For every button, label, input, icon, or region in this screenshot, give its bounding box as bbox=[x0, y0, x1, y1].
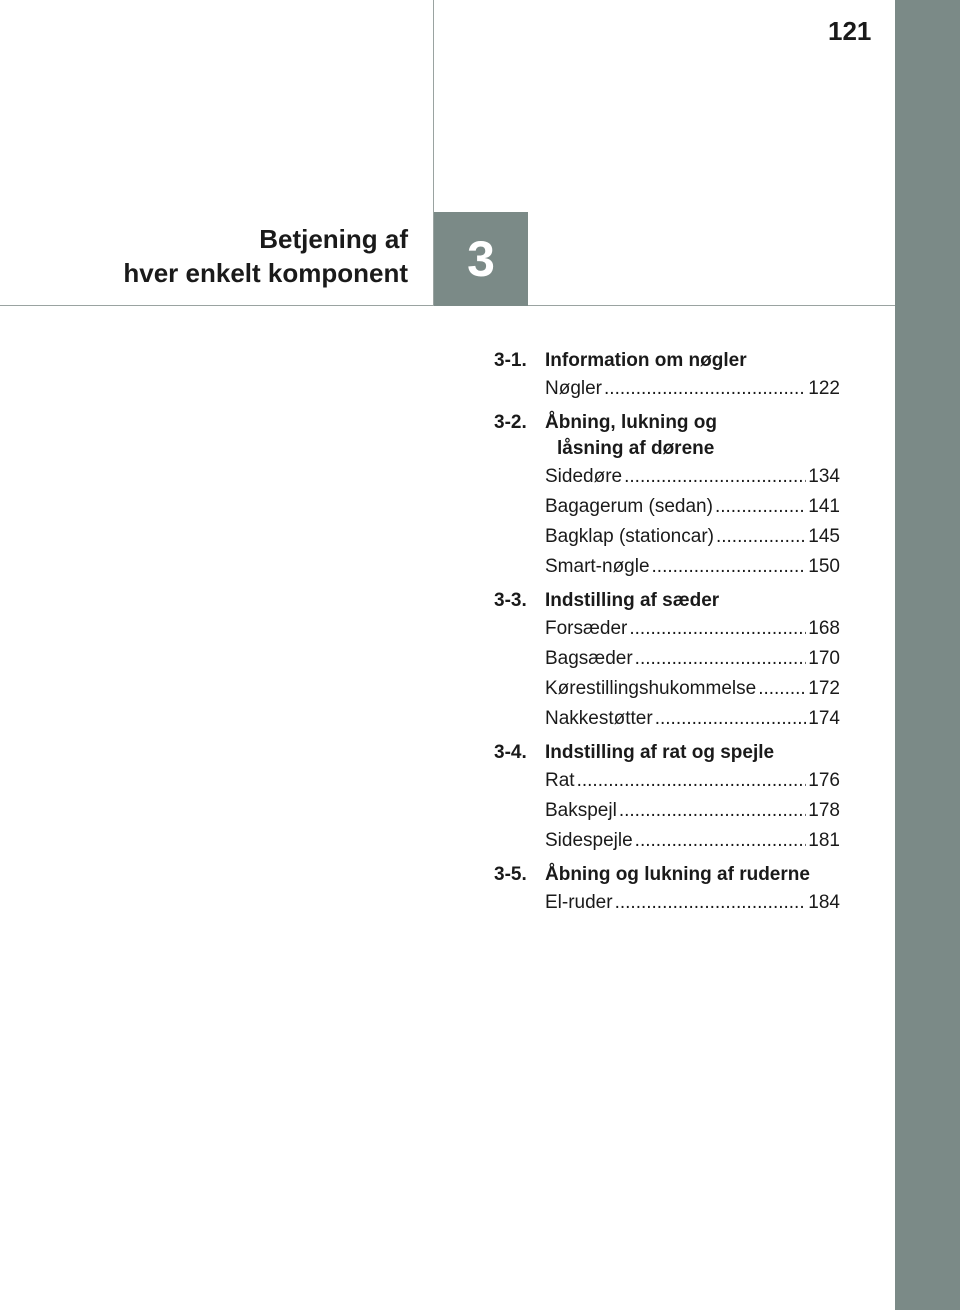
chapter-side-tab bbox=[895, 0, 960, 1310]
toc-entry-page: 134 bbox=[808, 466, 840, 487]
toc-entry-page: 174 bbox=[808, 708, 840, 729]
chapter-number: 3 bbox=[467, 231, 495, 287]
toc-entry-label: Smart-nøgle bbox=[545, 556, 650, 577]
toc-entry[interactable] bbox=[545, 374, 840, 404]
toc-entry-label: Sidespejle bbox=[545, 830, 633, 851]
chapter-title-line-1: Betjening af bbox=[259, 224, 408, 254]
toc-leader-dots bbox=[619, 796, 806, 826]
toc-entry[interactable] bbox=[545, 674, 840, 704]
toc-entry-page: 168 bbox=[808, 618, 840, 639]
toc-entry[interactable] bbox=[545, 614, 840, 644]
toc-entry[interactable] bbox=[545, 522, 840, 552]
toc-entry-label: Bagklap (stationcar) bbox=[545, 526, 714, 547]
toc-section-number: 3-2. bbox=[494, 412, 527, 433]
toc-entry-page: 141 bbox=[808, 496, 840, 517]
chapter-number-box bbox=[434, 212, 528, 306]
toc-entry-page: 184 bbox=[808, 892, 840, 913]
toc-entry-page: 145 bbox=[808, 526, 840, 547]
toc-entry[interactable] bbox=[545, 766, 840, 796]
toc-section-title bbox=[490, 348, 840, 374]
toc-entry-page: 181 bbox=[808, 830, 840, 851]
toc-section-title bbox=[490, 410, 840, 462]
toc-leader-dots bbox=[604, 374, 806, 404]
toc-entry-page: 178 bbox=[808, 800, 840, 821]
toc-section-title-line: Indstilling af sæder bbox=[545, 590, 720, 611]
toc-entry-page: 122 bbox=[808, 378, 840, 399]
toc-leader-dots bbox=[715, 492, 806, 522]
toc-section-number: 3-5. bbox=[494, 864, 527, 885]
toc-section-title-line: Indstilling af rat og spejle bbox=[545, 742, 775, 763]
toc-section-heading bbox=[490, 348, 840, 374]
toc-entry-page: 150 bbox=[808, 556, 840, 577]
toc-entry-label: Nakkestøtter bbox=[545, 708, 653, 729]
toc-section-heading bbox=[490, 740, 840, 766]
toc-leader-dots bbox=[655, 704, 807, 734]
toc-entry-label: Bakspejl bbox=[545, 800, 617, 821]
toc-entry-label: Bagagerum (sedan) bbox=[545, 496, 713, 517]
toc-section-number: 3-4. bbox=[494, 742, 527, 763]
toc-entry-label: Rat bbox=[545, 770, 575, 791]
toc-entry-label: Forsæder bbox=[545, 618, 628, 639]
toc-leader-dots bbox=[635, 826, 807, 856]
toc-entry[interactable] bbox=[545, 492, 840, 522]
toc-entry[interactable] bbox=[545, 552, 840, 582]
chapter-title bbox=[123, 222, 408, 290]
toc-entry-label: El-ruder bbox=[545, 892, 613, 913]
toc-entry[interactable] bbox=[545, 796, 840, 826]
table-of-contents bbox=[490, 348, 840, 918]
chapter-title-line-2: hver enkelt komponent bbox=[123, 258, 408, 288]
toc-section-title-line: Information om nøgler bbox=[545, 350, 747, 371]
toc-section-heading bbox=[490, 862, 840, 888]
toc-leader-dots bbox=[624, 462, 806, 492]
toc-entry-label: Sidedøre bbox=[545, 466, 623, 487]
toc-entry-page: 172 bbox=[808, 678, 840, 699]
page-number: 121 bbox=[828, 16, 872, 46]
toc-entry-label: Bagsæder bbox=[545, 648, 633, 669]
toc-leader-dots bbox=[629, 614, 806, 644]
toc-leader-dots bbox=[758, 674, 806, 704]
toc-leader-dots bbox=[577, 766, 807, 796]
toc-section-title-line: Åbning og lukning af ruderne bbox=[545, 864, 810, 885]
toc-leader-dots bbox=[716, 522, 806, 552]
toc-leader-dots bbox=[615, 888, 807, 918]
toc-entry[interactable] bbox=[545, 826, 840, 856]
toc-entry[interactable] bbox=[545, 462, 840, 492]
toc-leader-dots bbox=[652, 552, 807, 582]
toc-entry-page: 176 bbox=[808, 770, 840, 791]
toc-section-title bbox=[490, 588, 840, 614]
toc-entry[interactable] bbox=[545, 888, 840, 918]
toc-entry[interactable] bbox=[545, 704, 840, 734]
toc-section-title bbox=[490, 740, 840, 766]
toc-section-title bbox=[490, 862, 840, 888]
toc-entry-page: 170 bbox=[808, 648, 840, 669]
toc-section-number: 3-1. bbox=[494, 350, 527, 371]
toc-section-heading bbox=[490, 588, 840, 614]
toc-section-number: 3-3. bbox=[494, 590, 527, 611]
toc-entry-label: Kørestillingshukommelse bbox=[545, 678, 757, 699]
toc-section-title-line: Åbning, lukning og bbox=[545, 412, 718, 433]
toc-section-title-line: låsning af dørene bbox=[557, 438, 715, 459]
toc-leader-dots bbox=[635, 644, 807, 674]
toc-entry-label: Nøgler bbox=[545, 378, 603, 399]
toc-section-heading bbox=[490, 410, 840, 462]
toc-entry[interactable] bbox=[545, 644, 840, 674]
